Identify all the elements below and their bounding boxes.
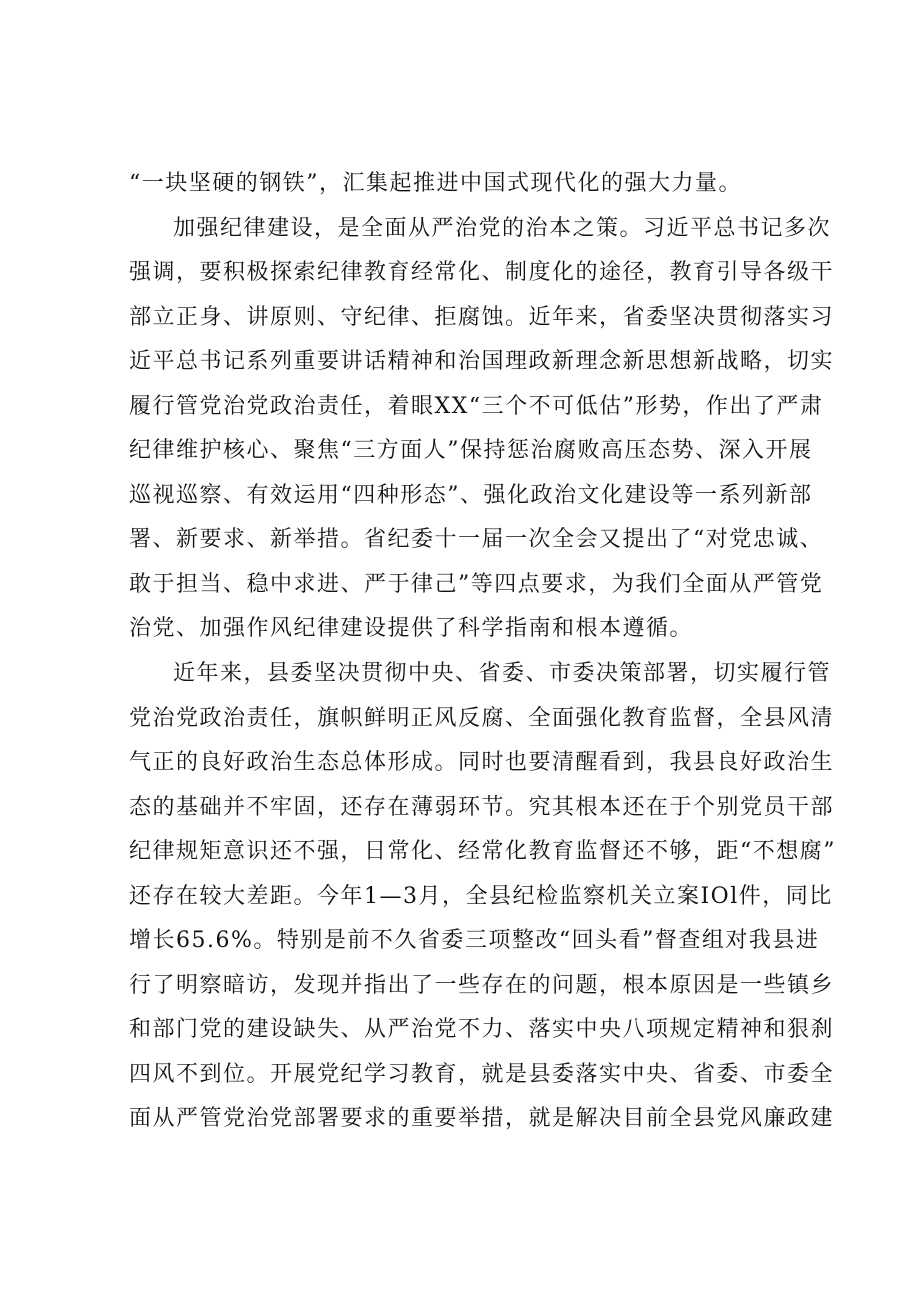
text-line: 敢于担当、稳中求进、严于律己”等四点要求，为我们全面从严管党 xyxy=(129,571,824,597)
text-line: 加强纪律建设，是全面从严治党的治本之策。习近平总书记多次 xyxy=(173,215,832,241)
text-line: 还存在较大差距。今年1—3月，全县纪检监察机关立案IOl件，同比 xyxy=(129,883,833,909)
text-line: 纪律规矩意识还不强，日常化、经常化教育监督还不够，距“不想腐” xyxy=(129,839,836,865)
paragraph-0 xyxy=(129,162,794,207)
document-body xyxy=(129,162,836,1142)
text-line: 行了明察暗访，发现并指出了一些存在的问题，根本原因是一些镇乡 xyxy=(129,972,835,998)
text-line: 面从严管党治党部署要求的重要举措，就是解决目前全县党风廉政建 xyxy=(129,1106,835,1132)
text-line: 强调，要积极探索纪律教育经常化、制度化的途径，教育引导各级干 xyxy=(129,260,835,286)
text-line: 署、新要求、新举措。省纪委十一届一次全会又提出了“对党忠诚、 xyxy=(129,527,824,553)
text-line: “一块坚硬的钢铁”，汇集起推进中国式现代化的强大力量。 xyxy=(129,171,742,196)
text-line: 气正的良好政治生态总体形成。同时也要清醒看到，我县良好政治生 xyxy=(129,750,835,776)
text-line: 近平总书记系列重要讲话精神和治国理政新理念新思想新战略，切实 xyxy=(129,349,835,375)
text-line: 巡视巡察、有效运用“四种形态”、强化政治文化建设等一系列新部 xyxy=(129,482,813,508)
text-line: 四风不到位。开展党纪学习教育，就是县委落实中央、省委、市委全 xyxy=(129,1061,835,1087)
text-line: 态的基础并不牢固，还存在薄弱环节。究其根本还在于个别党员干部 xyxy=(129,794,835,820)
paragraph-1 xyxy=(129,207,835,652)
text-line: 履行管党治党政治责任，着眼XX“三个不可低估”形势，作出了严肃 xyxy=(129,393,824,419)
text-line: 部立正身、讲原则、守纪律、拒腐蚀。近年来，省委坚决贯彻落实习 xyxy=(129,304,835,330)
text-line: 治党、加强作风纪律建设提供了科学指南和根本遵循。 xyxy=(129,616,694,642)
text-line: 近年来，县委坚决贯彻中央、省委、市委决策部署，切实履行管 xyxy=(173,661,832,687)
text-line: 和部门党的建设缺失、从严治党不力、落实中央八项规定精神和狠刹 xyxy=(129,1017,835,1043)
text-line: 增长65.6%。特别是前不久省委三项整改“回头看”督查组对我县进 xyxy=(129,928,820,954)
paragraph-2 xyxy=(129,652,836,1142)
text-line: 党治党政治责任，旗帜鲜明正风反腐、全面强化教育监督，全县风清 xyxy=(129,705,835,731)
text-line: 纪律维护核心、聚焦“三方面人”保持惩治腐败高压态势、深入开展 xyxy=(129,438,813,464)
